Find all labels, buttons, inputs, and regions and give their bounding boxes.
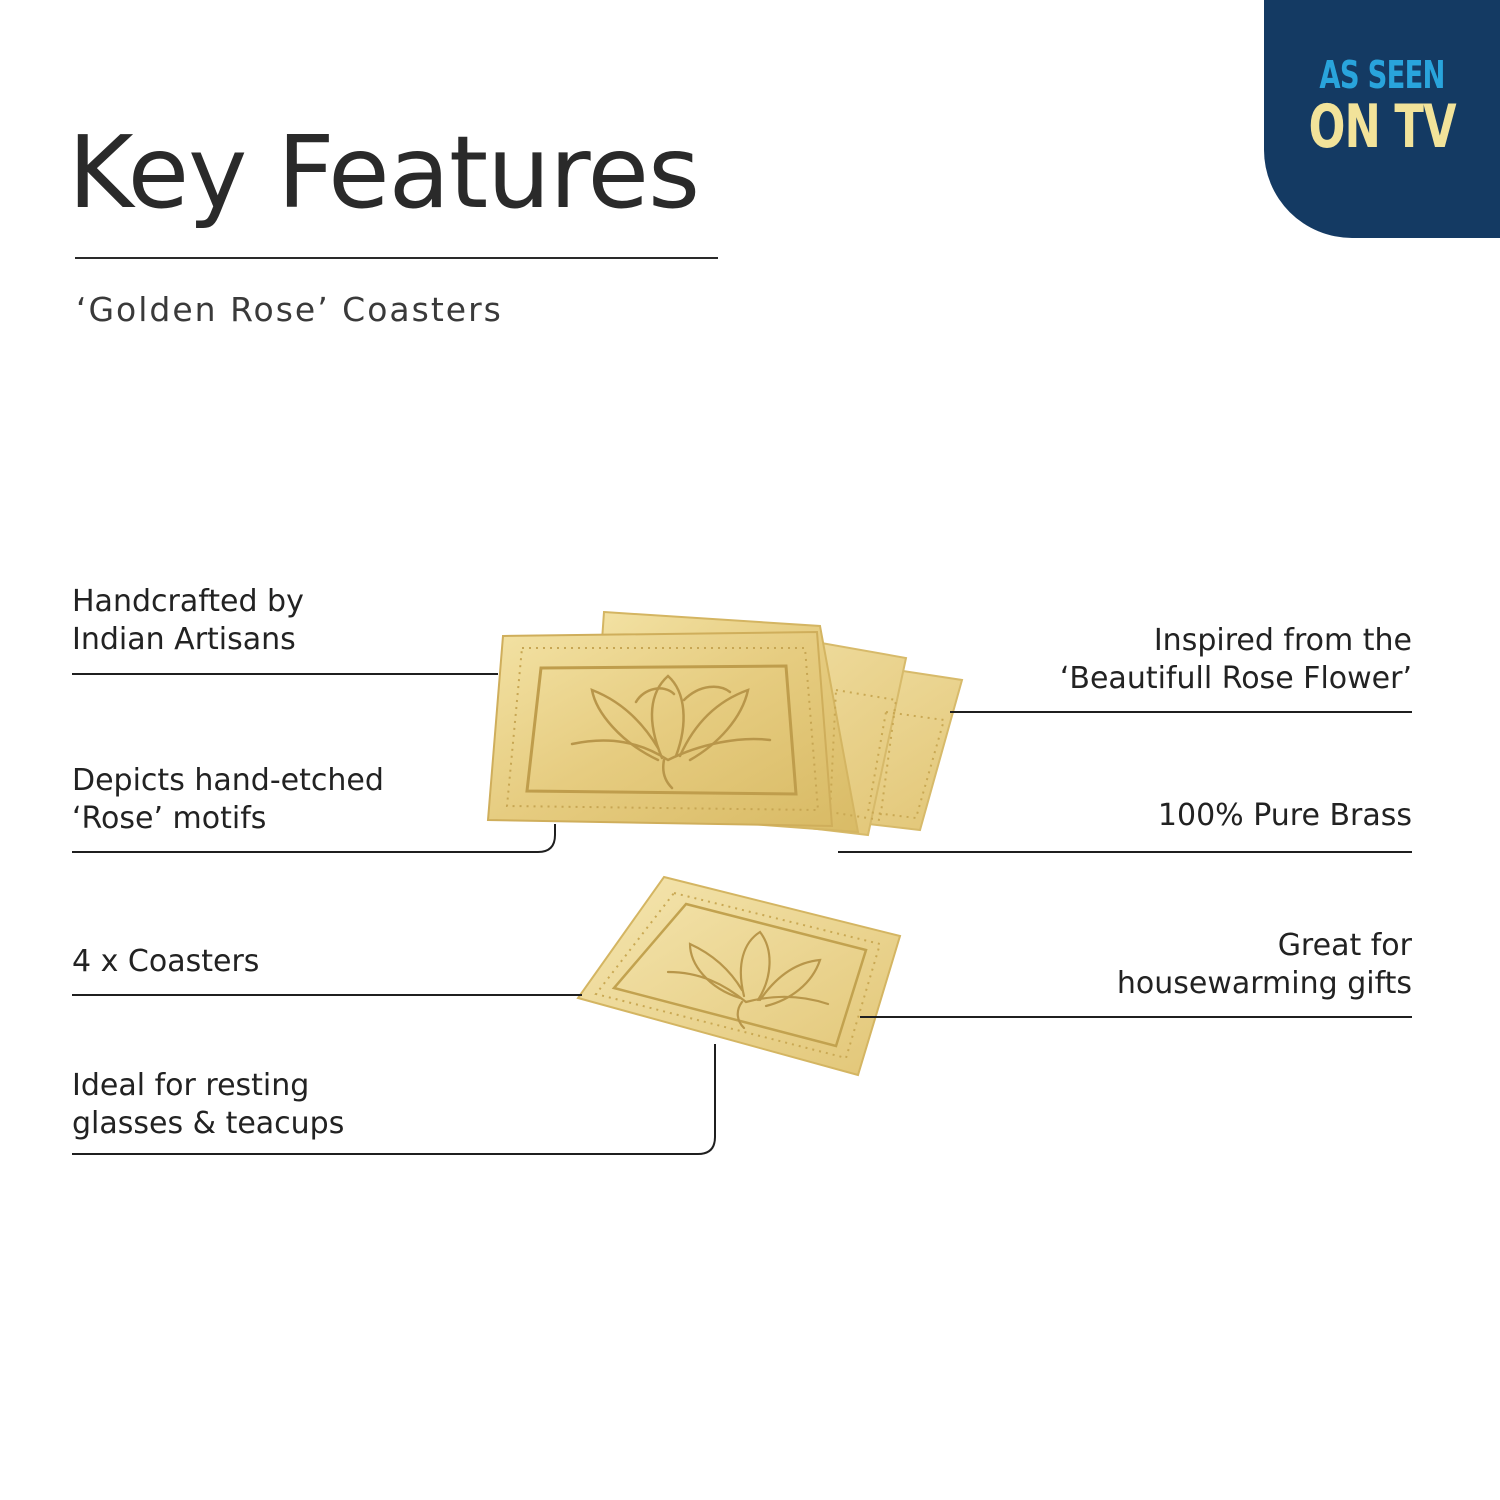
page-title: Key Features (68, 114, 700, 231)
feature-line: glasses & teacups (72, 1106, 345, 1141)
feature-line: Depicts hand-etched (72, 763, 384, 798)
feature-line: 100% Pure Brass (1157, 798, 1412, 833)
coaster-stack (488, 612, 962, 835)
feature-material (1158, 797, 1412, 835)
feature-line: 4 x Coasters (72, 944, 260, 979)
feature-line: Great for (1277, 928, 1412, 963)
badge-line-1: AS SEEN (1319, 53, 1445, 97)
coaster-single (578, 877, 900, 1075)
feature-line: housewarming gifts (1116, 966, 1412, 1001)
feature-line: Ideal for resting (72, 1068, 310, 1103)
feature-inspired (1060, 622, 1412, 698)
badge-line-2: ON TV (1308, 91, 1456, 162)
feature-gifting (1117, 927, 1412, 1003)
feature-line: ‘Beautifull Rose Flower’ (1059, 661, 1412, 696)
feature-line: Inspired from the (1153, 623, 1412, 658)
product-subtitle: ‘Golden Rose’ Coasters (76, 290, 503, 329)
feature-line: Handcrafted by (72, 584, 304, 619)
feature-line: ‘Rose’ motifs (72, 801, 267, 836)
feature-count (72, 943, 259, 981)
feature-hand-etched (72, 762, 384, 838)
feature-line: Indian Artisans (72, 622, 296, 657)
feature-handcrafted (72, 583, 304, 659)
feature-ideal-use (72, 1067, 344, 1143)
